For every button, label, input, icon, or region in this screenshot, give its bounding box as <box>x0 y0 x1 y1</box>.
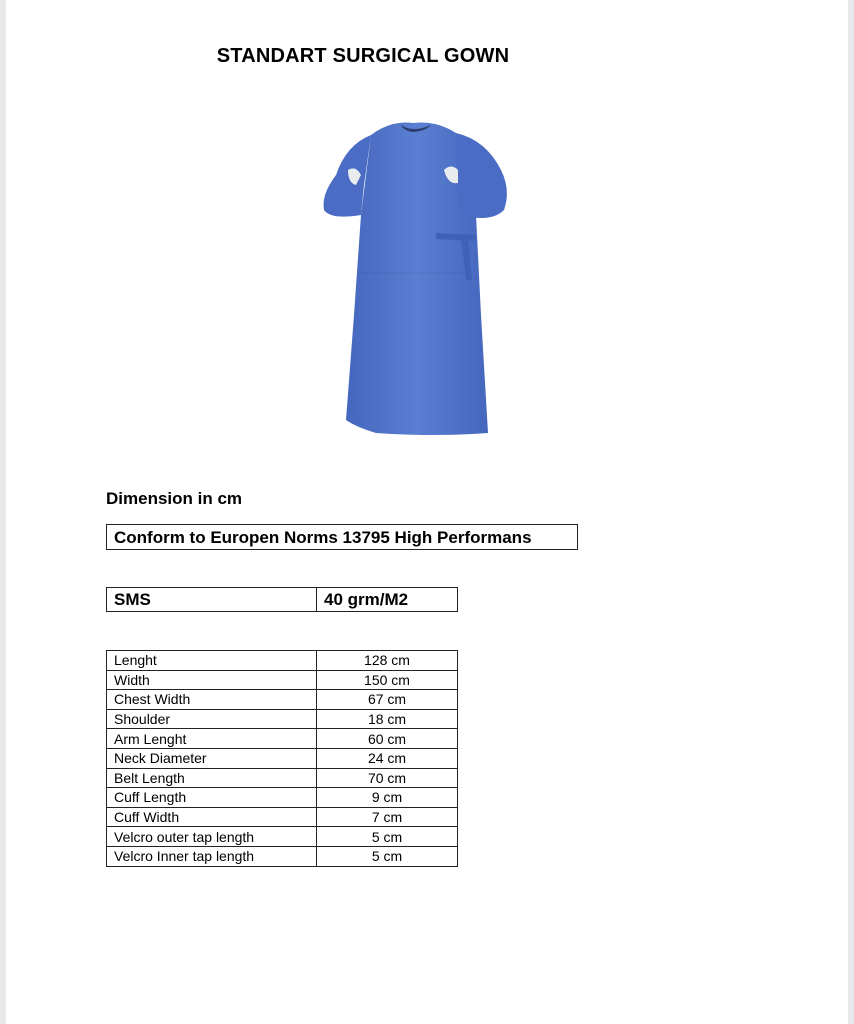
table-row <box>107 670 458 690</box>
table-row <box>107 807 458 827</box>
spec-name: Cuff Length <box>107 788 317 808</box>
spec-value: 5 cm <box>317 827 458 847</box>
spec-name: Chest Width <box>107 690 317 710</box>
table-row <box>107 690 458 710</box>
spec-name: Velcro Inner tap length <box>107 846 317 866</box>
spec-name: Neck Diameter <box>107 748 317 768</box>
spec-name: Arm Lenght <box>107 729 317 749</box>
spec-value: 18 cm <box>317 709 458 729</box>
spec-name: Shoulder <box>107 709 317 729</box>
spec-value: 24 cm <box>317 748 458 768</box>
table-row <box>107 846 458 866</box>
material-value: 40 grm/M2 <box>317 588 458 612</box>
table-row <box>107 827 458 847</box>
spec-value: 128 cm <box>317 651 458 671</box>
table-row <box>107 709 458 729</box>
spec-name: Belt Length <box>107 768 317 788</box>
spec-value: 150 cm <box>317 670 458 690</box>
specifications-table <box>106 650 458 867</box>
surgical-gown-image <box>316 115 511 440</box>
spec-value: 67 cm <box>317 690 458 710</box>
spec-value: 60 cm <box>317 729 458 749</box>
table-row <box>107 729 458 749</box>
table-row <box>107 788 458 808</box>
spec-value: 7 cm <box>317 807 458 827</box>
spec-name: Width <box>107 670 317 690</box>
spec-name: Velcro outer tap length <box>107 827 317 847</box>
document-page <box>6 0 848 1024</box>
page-title: STANDART SURGICAL GOWN <box>216 45 510 67</box>
material-table <box>106 587 458 612</box>
material-label: SMS <box>107 588 317 612</box>
spec-value: 5 cm <box>317 846 458 866</box>
table-row <box>107 651 458 671</box>
spec-value: 70 cm <box>317 768 458 788</box>
dimension-heading: Dimension in cm <box>106 489 243 508</box>
table-row <box>107 768 458 788</box>
table-row <box>107 748 458 768</box>
norm-statement: Conform to Europen Norms 13795 High Performans <box>106 524 578 550</box>
table-row <box>107 588 458 612</box>
spec-value: 9 cm <box>317 788 458 808</box>
spec-name: Cuff Width <box>107 807 317 827</box>
spec-name: Lenght <box>107 651 317 671</box>
